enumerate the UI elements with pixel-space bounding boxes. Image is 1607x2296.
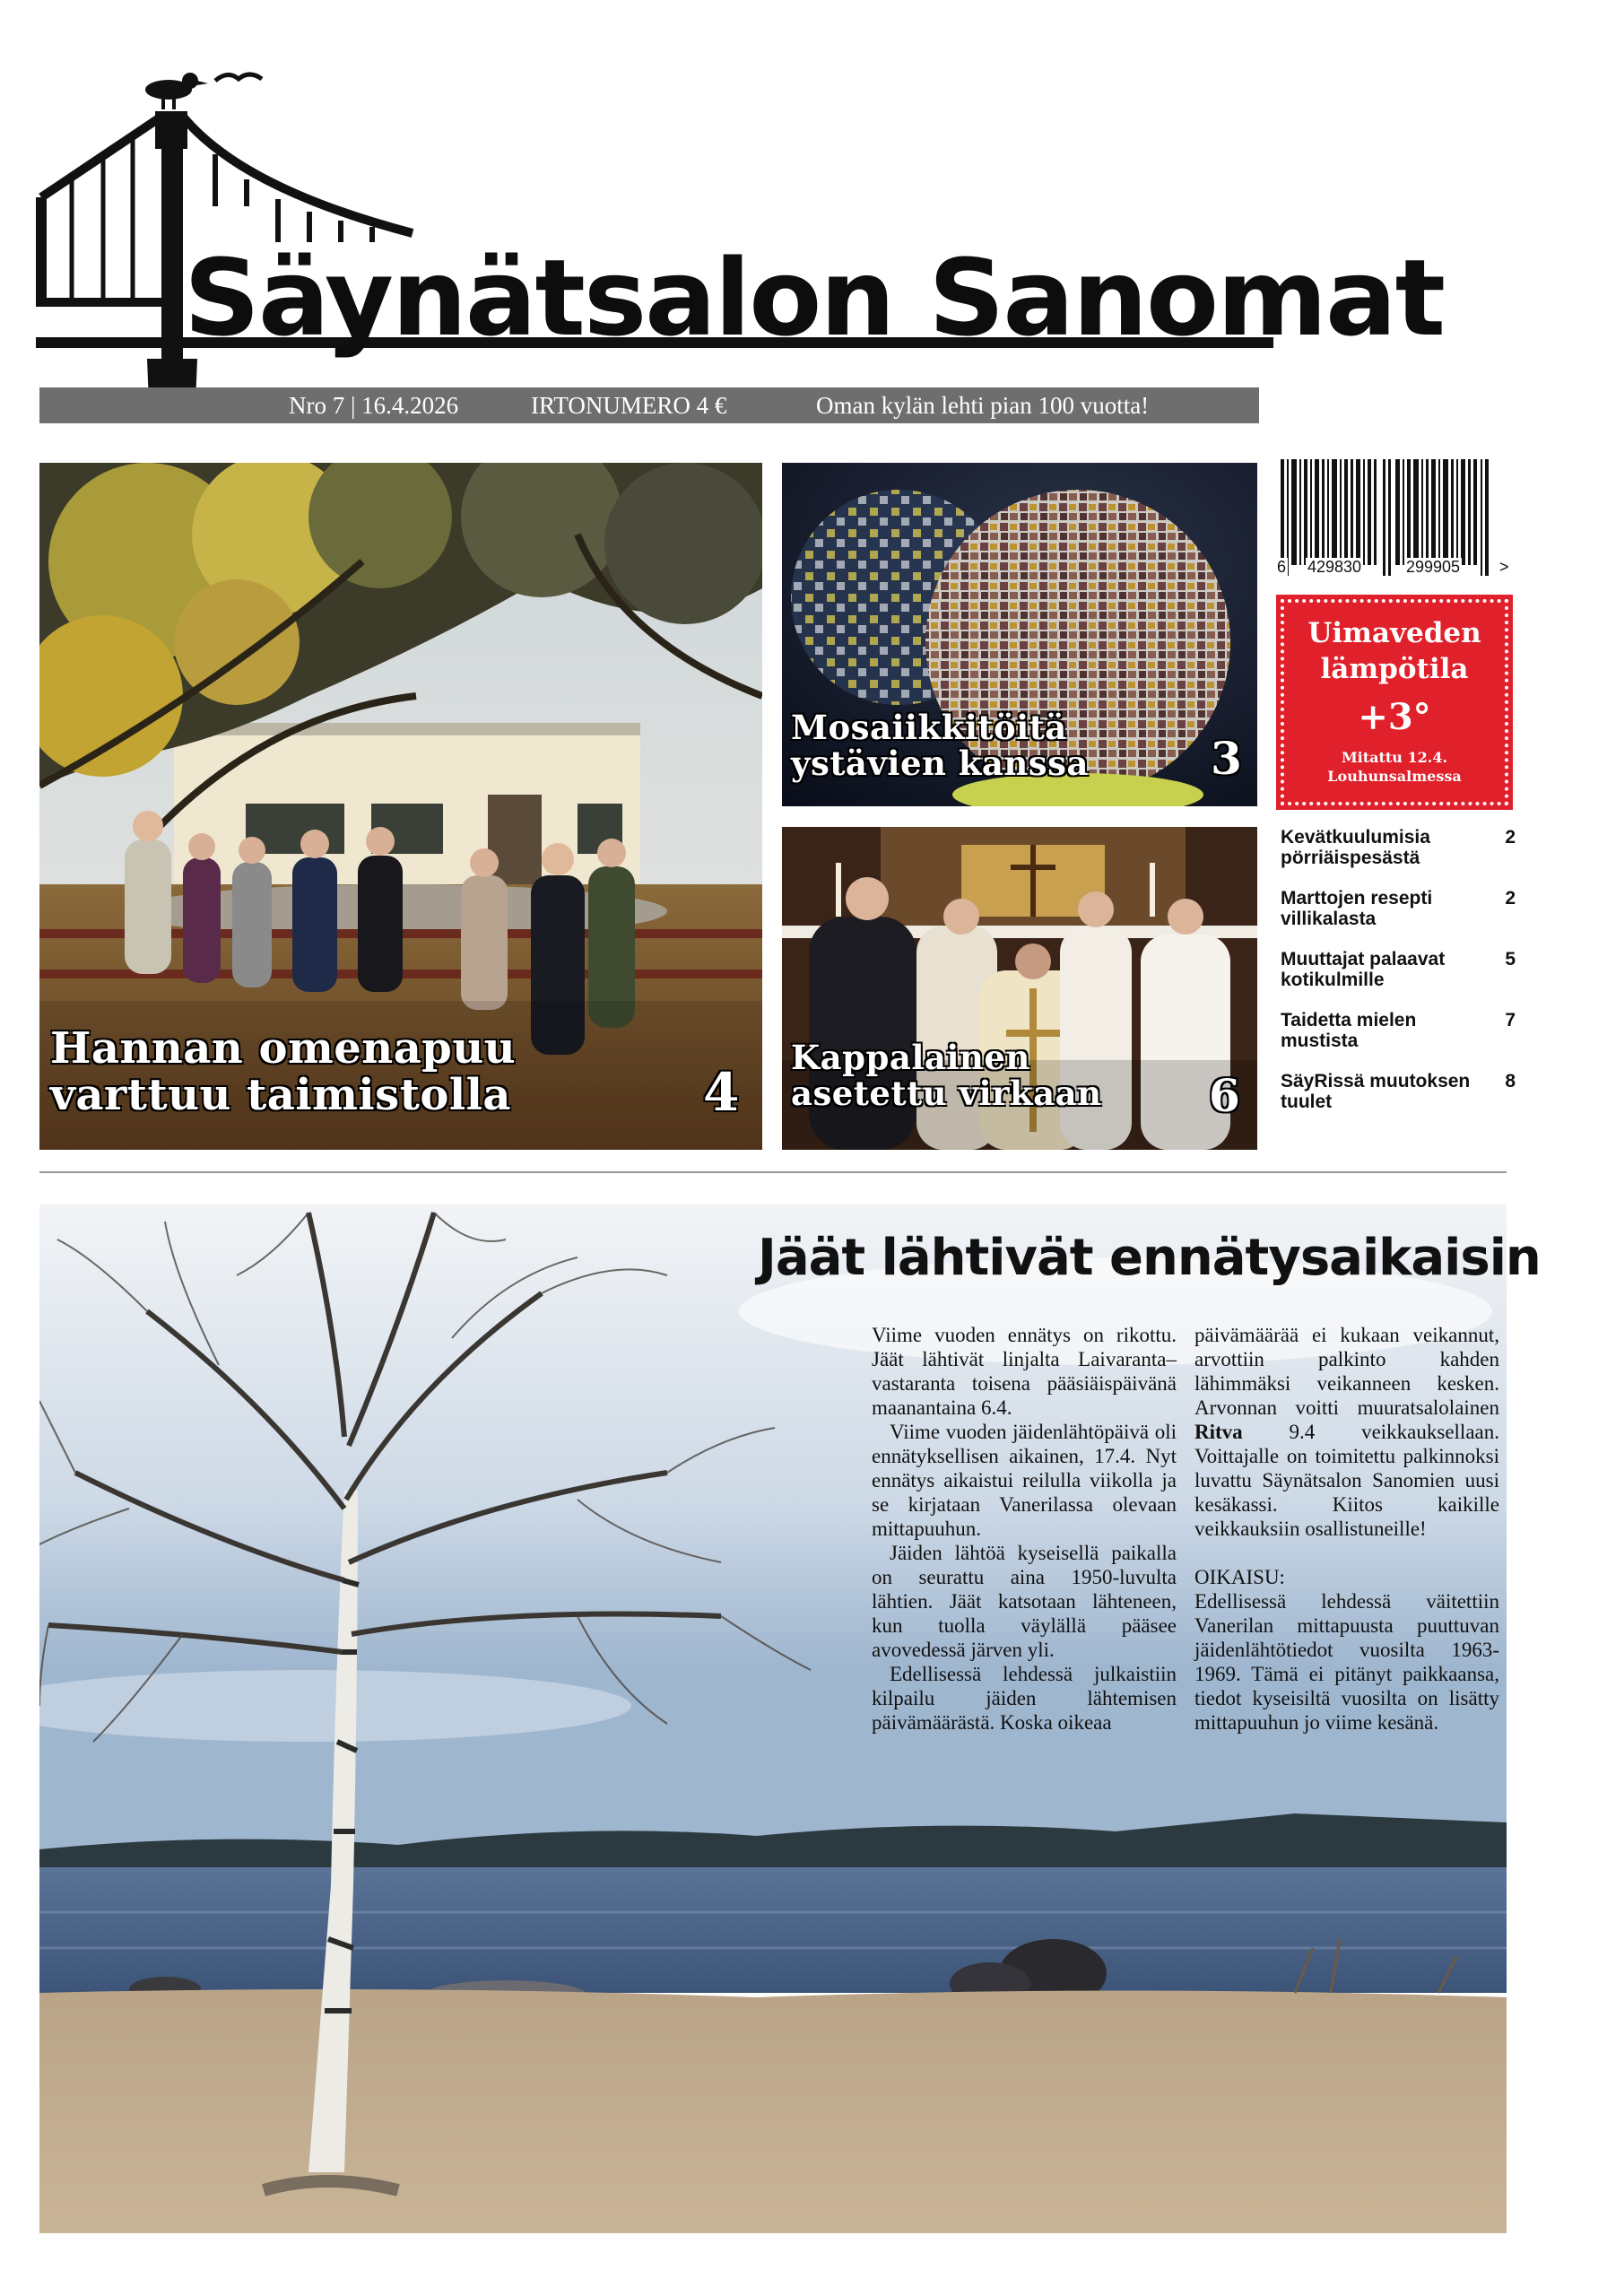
contents-item[interactable] — [1281, 1071, 1516, 1121]
contents-item-title: Kevätkuulumisia pörriäispesästä — [1281, 827, 1430, 868]
issue-number: Nro 7 | 16.4.2026 — [289, 392, 459, 419]
feature-headline: Mosaiikkitöitä ystävien kanssa — [791, 708, 1089, 783]
temperature-date: Mitattu 12.4. — [1341, 749, 1448, 766]
feature-page-number: 3 — [1211, 732, 1242, 785]
barcode-digits — [1273, 558, 1516, 579]
flying-bird-icon — [215, 74, 262, 81]
water-temperature-stamp — [1281, 599, 1508, 805]
feature-headline: Kappalainen asetettu virkaan — [791, 1038, 1102, 1113]
feature-apple-tree[interactable] — [39, 463, 762, 1150]
feature-headline: Hannan omenapuu varttuu taimistolla — [50, 1023, 517, 1120]
article-paragraph: Viime vuoden jäidenlähtöpäivä oli ennätyksellisen aikainen, 17.4. Nyt ennätys aikaistui reilulla viikolla ja se kirjataan Vanerilassa olevaan mittapuuhun. — [872, 1421, 1177, 1540]
temperature-note — [1284, 748, 1505, 786]
issue-price: IRTONUMERO 4 € — [531, 392, 727, 419]
winner-name: Ritva — [1194, 1421, 1243, 1443]
feature-page-number: 6 — [1209, 1069, 1240, 1122]
feature-page-number: 4 — [703, 1062, 740, 1123]
masthead-slogan: Oman kylän lehti pian 100 vuotta! — [816, 392, 1150, 419]
lead-article-column-1 — [872, 1323, 1177, 1735]
article-paragraph: Viime vuoden ennätys on rikottu. Jäät lähtivät linjalta Laivaranta–vastaranta toisena pääsiäispäivänä maanantaina 6.4. — [872, 1324, 1177, 1419]
article-paragraph — [1194, 1323, 1499, 1541]
contents-item-title: Muuttajat palaavat kotikulmille — [1281, 949, 1446, 990]
article-paragraph: Jäiden lähtöä kyseisellä paikalla on seurattu aina 1950-luvulta lähtien. Jäät katsotaan lähteneen, kun tuolla väylällä pääsee avovedessä järven yli. — [872, 1542, 1177, 1661]
temperature-value: +3° — [1358, 696, 1431, 738]
contents-item[interactable] — [1281, 827, 1516, 877]
masthead-title: Säynätsalon Sanomat — [184, 236, 1445, 360]
barcode-digit: 6 — [1277, 558, 1287, 576]
contents-item-page: 5 — [1505, 949, 1516, 970]
barcode-digit: 429830 — [1307, 558, 1362, 576]
contents-item-page: 7 — [1505, 1010, 1516, 1031]
correction-text: Edellisessä lehdessä väitettiin Vanerilan mittapuusta puuttuvan jäidenlähtötiedot vuosilta 1963-1969. Tämä ei pitänyt paikkaansa, tiedot kyseisiltä vuosilta on lisätty mittapuuhun jo viime kesänä. — [1194, 1590, 1499, 1734]
contents-item-title: Marttojen resepti villikalasta — [1281, 888, 1433, 929]
contents-item-page: 2 — [1505, 888, 1516, 909]
seagull-icon — [145, 73, 208, 109]
contents-item[interactable] — [1281, 888, 1516, 938]
contents-item[interactable] — [1281, 949, 1516, 999]
contents-item-page: 2 — [1505, 827, 1516, 848]
contents-item[interactable] — [1281, 1010, 1516, 1060]
article-text: 9.4 veikkauksellaan. Voittajalle on toimitettu palkinnoksi luvattu Säynätsalon Sanomien uusi kesäkassi. Kiitos kaikille veikkauksiin osallistuneille! — [1194, 1421, 1499, 1540]
feature-ordination[interactable] — [782, 827, 1257, 1150]
lead-article-column-2 — [1194, 1323, 1499, 1735]
barcode-digit: > — [1499, 558, 1509, 576]
correction-label: OIKAISU: — [1194, 1566, 1285, 1588]
temperature-title: Uimaveden lämpötila — [1307, 617, 1481, 685]
contents-item-title: SäyRissä muutoksen tuulet — [1281, 1071, 1471, 1112]
feature-mosaic[interactable] — [782, 463, 1257, 806]
contents-item-page: 8 — [1505, 1071, 1516, 1091]
issue-info-bar — [39, 387, 1259, 423]
temperature-location: Louhunsalmessa — [1327, 768, 1462, 785]
barcode-digit: 299905 — [1406, 558, 1461, 576]
contents-item-title: Taidetta mielen mustista — [1281, 1010, 1417, 1051]
article-text: päivämäärää ei kukaan veikannut, arvottiin palkinto kahden lähimmäksi veikanneen kesken. Arvonnan voitti muuratsalolainen — [1194, 1324, 1499, 1419]
lead-headline: Jäät lähtivät ennätysaikaisin — [758, 1229, 1541, 1287]
section-divider — [39, 1171, 1507, 1173]
article-paragraph: Edellisessä lehdessä julkaistiin kilpailu jäiden lähtemisen päivämäärästä. Koska oikeaa — [872, 1663, 1177, 1734]
